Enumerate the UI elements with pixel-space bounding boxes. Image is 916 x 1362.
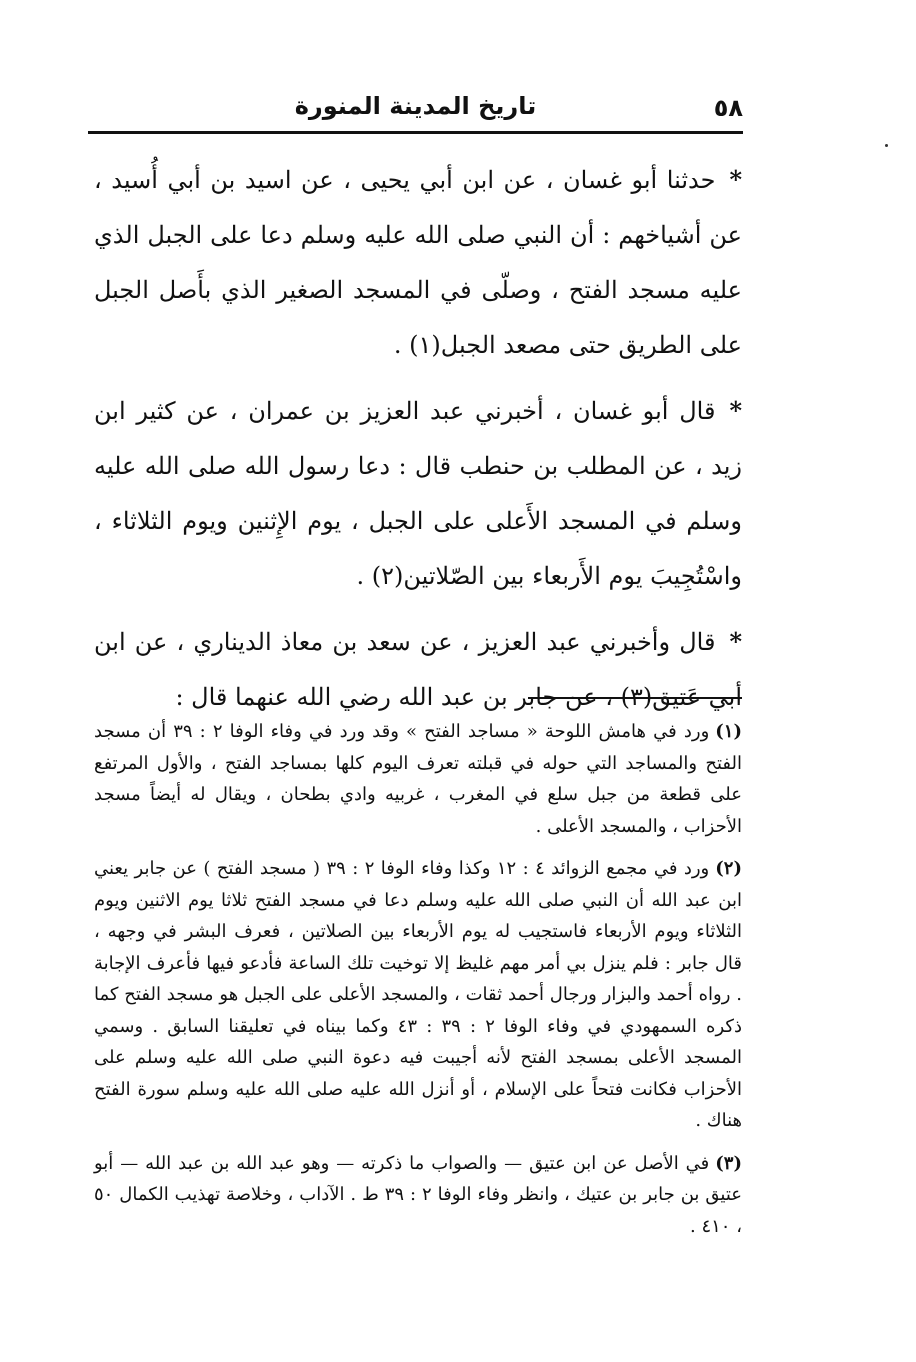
- footnote-separator: [528, 697, 742, 699]
- paragraph-bullet: *: [729, 396, 742, 425]
- paragraph: [94, 614, 742, 725]
- footnote-number: (١): [715, 721, 742, 742]
- paragraph-text: قال أبو غسان ، أخبرني عبد العزيز بن عمران ، عن كثير ابن زيد ، عن المطلب بن حنطب قال : دعا رسول الله صلى الله عليه وسلم في المسجد الأَعلى على الجبل ، يوم الإِثنين ويوم الثلاثاء ، واسْتُجِيبَ يوم الأَربعاء بين الصّلاتين(٢) .: [94, 397, 743, 590]
- footnote: [94, 716, 742, 842]
- paragraph-text: قال وأخبرني عبد العزيز ، عن سعد بن معاذ الديناري ، عن ابن أبي عَتيق(٣) ، عن جابر بن عبد الله رضي الله عنهما قال :: [94, 628, 742, 711]
- main-text: [94, 152, 742, 735]
- footnote-text: ورد في هامش اللوحة « مساجد الفتح » وقد ورد في وفاء الوفا ٢ : ٣٩ أن مسجد الفتح والمساجد التي حوله في قبلته تعرف اليوم كلها بمساجد الفتح ، والأول المرتفع على قطعة من جبل سلع في المغرب ، غربيه وادي بطحان ، ويقال له أيضاً مسجد الأحزاب ، والمسجد الأعلى .: [94, 721, 742, 837]
- scan-speck: [885, 144, 888, 147]
- footnote: [94, 1148, 742, 1243]
- page-number: ٥٨: [713, 94, 743, 122]
- page-header: [88, 88, 743, 128]
- paragraph-bullet: *: [729, 165, 742, 194]
- footnote-text: في الأصل عن ابن عتيق — والصواب ما ذكرته — وهو عبد الله بن عبد الله — أبو عتيق بن جابر بن عتيك ، وانظر وفاء الوفا ٢ : ٣٩ ط . الآداب ، وخلاصة تهذيب الكمال ٥٠ ، ٤١٠ .: [94, 1152, 742, 1237]
- paragraph-bullet: *: [729, 627, 742, 656]
- footnote-number: (٣): [715, 1152, 742, 1174]
- footnote-text: ورد في مجمع الزوائد ٤ : ١٢ وكذا وفاء الوفا ٢ : ٣٩ ( مسجد الفتح ) عن جابر يعني ابن عبد الله أن النبي صلى الله عليه وسلم دعا في مسجد الفتح ثلاثا يوم الاثنين ويوم الثلاثاء ويوم الأربعاء فاستجيب له يوم الأربعاء بين الصلاتين ، فعرف البشر في وجهه ، قال جابر : فلم ينزل بي أمر مهم غليظ إلا توخيت تلك الساعة فأدعو فيها فأعرف الإجابة . رواه أحمد والبزار ورجال أحمد ثقات ، والمسجد الأعلى على الجبل هو مسجد الفتح كما ذكره السمهودي في وفاء الوفا ٢ : ٣٩ : ٤٣ وكما بيناه في تعليقنا السابق . وسمي المسجد الأعلى بمسجد الفتح لأنه أجيبت فيه دعوة النبي صلى الله عليه وسلم على الأحزاب فكانت فتحاً على الإسلام ، أو أنزل الله عليه صلى الله عليه وسلم سورة الفتح هناك .: [94, 858, 742, 1131]
- paragraph: [94, 383, 742, 604]
- running-title: تاريخ المدينة المنورة: [294, 92, 537, 120]
- footnote-number: (٢): [715, 858, 742, 879]
- paragraph: [94, 152, 742, 373]
- paragraph-text: حدثنا أبو غسان ، عن ابن أبي يحيى ، عن اسيد بن أبي أُسيد ، عن أشياخهم : أن النبي صلى الله عليه وسلم دعا على الجبل الذي عليه مسجد الفتح ، وصلّى في المسجد الصغير الذي بأَصل الجبل على الطريق حتى مصعد الجبل(١) .: [94, 166, 742, 359]
- header-rule: [88, 131, 743, 134]
- footnote: [94, 853, 742, 1137]
- footnotes: [94, 716, 742, 1253]
